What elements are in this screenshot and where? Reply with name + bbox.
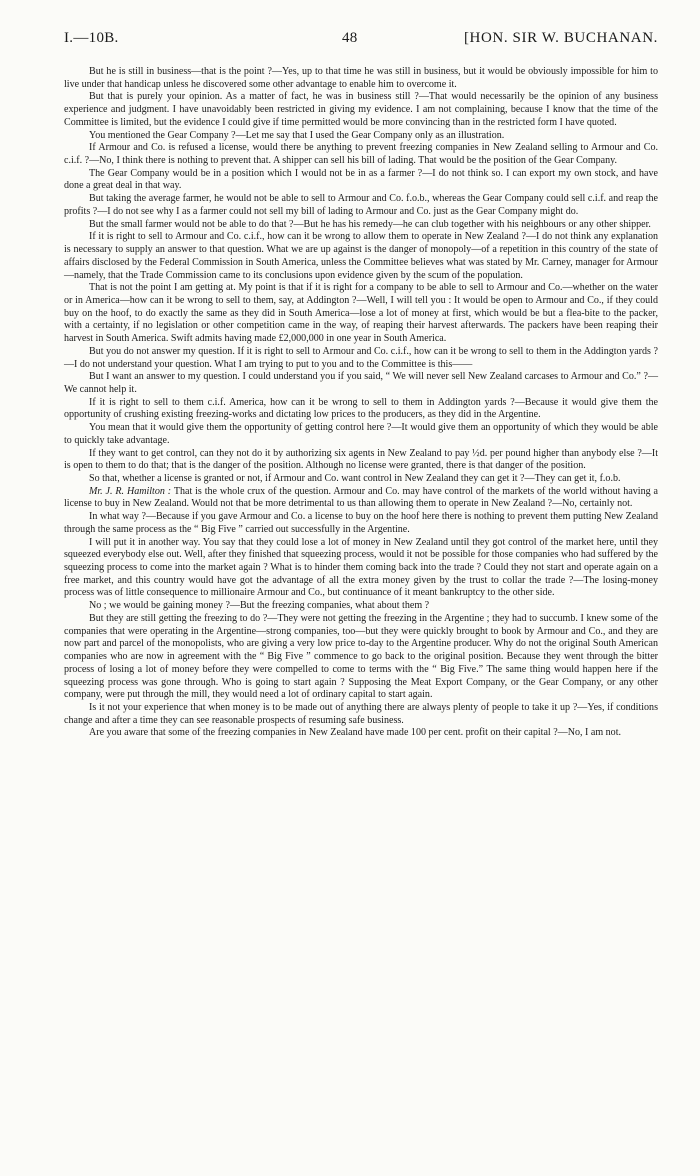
paragraph: You mean that it would give them the opportunity of getting control here ?—It would give them an opportunity of which they would be able to quickly take advantage. bbox=[64, 422, 658, 446]
paragraph: The Gear Company would be in a position which I would not be in as a farmer ?—I do not think so. I can export my own stock, and have done a great deal in that way. bbox=[64, 167, 658, 192]
paragraph: If Armour and Co. is refused a license, would there be anything to prevent freezing companies in New Zealand selling to Armour and Co. c.i.f. ?—No, I think there is nothing to prevent that. A shipper can sell his bill of lading. That would be the position of the Gear Company. bbox=[64, 142, 658, 167]
document-reference: I.—10B. bbox=[64, 30, 119, 46]
paragraph: But that is purely your opinion. As a matter of fact, he was in business still ?—That would necessarily be the opinion of any business experience and judgment. I have unavoidably been restricted in giving my evidence. I am not complaining, because I know that the time of the Committee is limited, but the evidence I could give if time permitted would be more convincing than in the restricted form I have quoted. bbox=[64, 91, 658, 128]
paragraph: Is it not your experience that when money is to be made out of anything there are always plenty of people to take it up ?—Yes, if conditions change and after a time they can see reasonable prospects of resuming safe business. bbox=[64, 701, 658, 726]
paragraph: Are you aware that some of the freezing companies in New Zealand have made 100 per cent. profit on their capital ?—No, I am not. bbox=[89, 727, 622, 739]
paragraph: But taking the average farmer, he would not be able to sell to Armour and Co. f.o.b., whereas the Gear Company could sell c.i.f. and reap the profits ?—I do not see why I as a farmer could not sell my bill of lading to Armour and Co. just as the Gear Company might do. bbox=[64, 193, 658, 217]
paragraph: If it is right to sell to them c.i.f. America, how can it be wrong to sell to them in Addington yards ?—Because it would give them the opportunity of crushing existing freezing-works and dictating low prices to the producers, as they did in the Argentine. bbox=[64, 396, 658, 421]
page-number: 48 bbox=[342, 30, 358, 46]
paragraph: You mentioned the Gear Company ?—Let me say that I used the Gear Company only as an illustration. bbox=[89, 129, 505, 141]
paragraph: But the small farmer would not be able to do that ?—But he has his remedy—he can club together with his neighbours or any other shipper. bbox=[89, 218, 651, 230]
paragraph: But you do not answer my question. If it is right to sell to Armour and Co. c.i.f., how can it be wrong to sell to them in the Addington yards ?—I do not understand your question. What I am trying to put to you and to the Committee is this—— bbox=[64, 345, 658, 370]
paragraph: But they are still getting the freezing to do ?—They were not getting the freezing in the Argentine ; they had to succumb. I knew some of the companies that were operating in the Argentine—strong companies, too—but they were quickly brought to book by Armour and Co., and they are now part and parcel of the monopolists, who are giving a very low price to-day to the Argentine producer. Why do not the original South American companies who are now in agreement with the “ Big Five ” commence to go back to the original position. Because they went through the bitter process of losing a lot of money before they were compelled to come to terms with the “ Big Five.” The same thing would happen here if the squeezing process was gone through. Who is going to start again ? Supposing the Meat Export Company, or the Gear Company, or any other company, were put through the mill, they would need a lot of ordinary capital to start again. bbox=[64, 612, 658, 701]
paragraph: So that, whether a license is granted or not, if Armour and Co. want control in New Zealand they can get it ?—They can get it, f.o.b. bbox=[89, 473, 621, 484]
paragraph: If it is right to sell to Armour and Co. c.i.f., how can it be wrong to allow them to operate in New Zealand ?—I do not think any explanation is necessary to supply an answer to that question. What we are up against is the danger of monopoly—of a repetition in this country of the state of affairs disclosed by the Federal Commission in South America, unless the Committee believes what was stated by Mr. Carney, manager for Armour—namely, that the Trade Commission came to its conclusions upon evidence given by the scum of the population. bbox=[64, 231, 658, 281]
paragraph: But he is still in business—that is the point ?—Yes, up to that time he was still in business, but it would be obviously impossible for him to live under that handicap unless he discovered some other advantage to enable him to overcome it. bbox=[64, 66, 658, 90]
paragraph: No ; we would be gaining money ?—But the freezing companies, what about them ? bbox=[89, 600, 430, 612]
transcript-body bbox=[64, 66, 658, 740]
speaker-text: That is the whole crux of the question. Armour and Co. may have control of the markets of the world without having a license to buy in New Zealand. Would not that be more detrimental to us than allowing them to operate in New Zealand ?—No, certainly not. bbox=[64, 485, 658, 510]
paragraph: In what way ?—Because if you gave Armour and Co. a license to buy on the hoof here there is nothing to prevent them putting New Zealand through the same process as the “ Big Five ” carried out successfully in the Argentine. bbox=[64, 511, 658, 535]
paragraph: That is not the point I am getting at. My point is that if it is right for a company to be able to sell to Armour and Co.—whether on the water or in America—how can it be wrong to sell to them, say, at Addington ?—Well, I will tell you : It would be open to Armour and Co., if they could buy on the hoof, to do exactly the same as they did in South America—lose a lot of money at first, which would be but a flea-bite to the packer, with a certainty, if no legislation or other competition came in the way, of reaping their harvest afterwards. The packers have been reaping their harvest in South America. Swift admits having made £2,000,000 in one year in South America. bbox=[64, 282, 658, 345]
paragraph: If they want to get control, can they not do it by authorizing six agents in New Zealand to pay ½d. per pound higher than anybody else ?—It is open to them to do that; that is the danger of the position. Although no license were granted, there is that danger of the position. bbox=[64, 447, 658, 472]
witness-name: [HON. SIR W. BUCHANAN. bbox=[463, 30, 658, 46]
page-header bbox=[64, 30, 658, 50]
paragraph: But I want an answer to my question. I could understand you if you said, “ We will never sell New Zealand carcases to Armour and Co.” ?—We cannot help it. bbox=[64, 371, 658, 395]
speaker-paragraph bbox=[64, 486, 658, 511]
speaker-label: Mr. J. R. Hamilton : bbox=[89, 485, 172, 497]
paragraph: I will put it in another way. You say that they could lose a lot of money in New Zealand until they got control of the market here, until they squeezed everybody else out. Well, after they finished that squeezing process, would it not be possible for those companies who had suffered by the squeezing process to come into the market again ? What is to hinder them coming back into the trade ? Could they not start and operate again on a free market, and this country would have got the advantage of all the extra money given by the trust to collar the trade ?—The losing-money process was of little consequence to millionaire Armour and Co., but continuance of it meant bankruptcy to the other side. bbox=[64, 536, 658, 599]
